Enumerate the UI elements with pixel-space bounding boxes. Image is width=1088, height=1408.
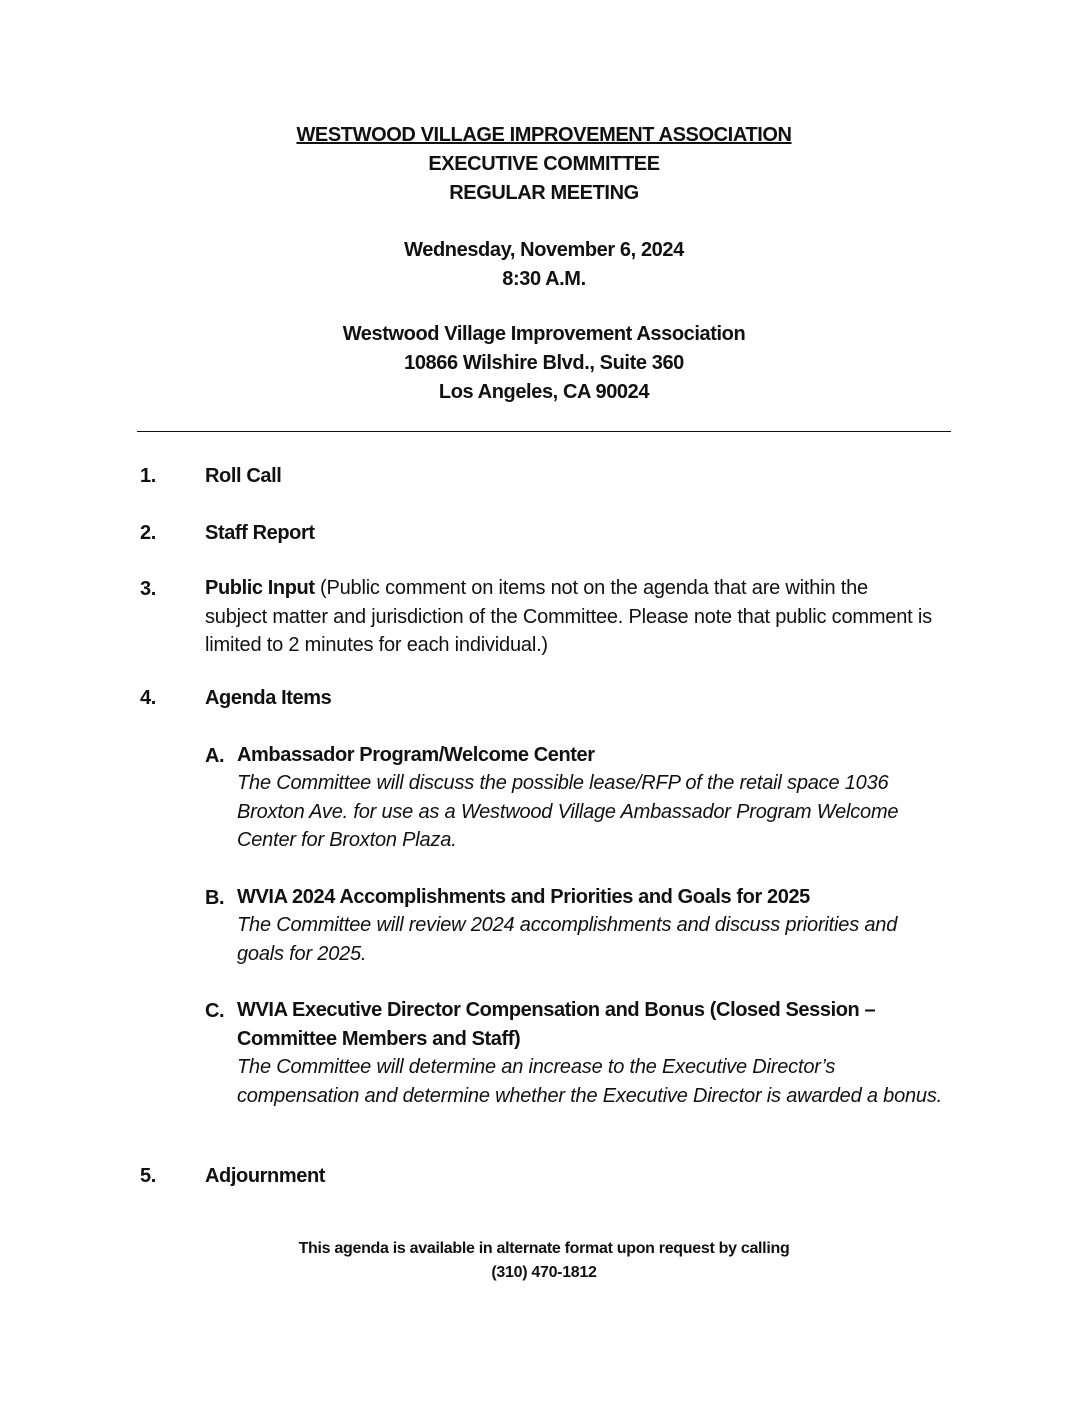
agenda-item-2-title: Staff Report [205,522,315,544]
subitem-a-letter: A. [205,745,225,767]
subitem-b-letter: B. [205,887,225,909]
agenda-item-1-number: 1. [140,465,156,487]
subitem-c-description: The Committee will determine an increase to the Executive Director’s compensation and determine whether the Executive Director is awarded a bonus. [237,1056,943,1107]
subitem-a-description: The Committee will discuss the possible lease/RFP of the retail space 1036 Broxton Ave. for use as a Westwood Village Ambassador Program Welcome Center for Broxton Plaza. [237,772,899,851]
footer-notice: This agenda is available in alternate format upon request by calling [298,1240,790,1257]
organization-title: WESTWOOD VILLAGE IMPROVEMENT ASSOCIATION [296,124,792,146]
agenda-item-3-number: 3. [140,578,156,600]
footer-phone: (310) 470-1812 [491,1264,597,1281]
agenda-item-3-title: Public Input [205,577,315,599]
agenda-item-1-title: Roll Call [205,465,282,487]
subitem-c-title: WVIA Executive Director Compensation and Bonus (Closed Session – Committee Members and Staff) [237,999,876,1050]
agenda-item-2-number: 2. [140,522,156,544]
agenda-item-5-title: Adjournment [205,1165,326,1187]
subitem-b-description: The Committee will review 2024 accomplishments and discuss priorities and goals for 2025. [237,914,898,965]
agenda-item-4-title: Agenda Items [205,687,332,709]
agenda-item-3-body [205,574,935,660]
location-name: Westwood Village Improvement Association [342,323,746,345]
agenda-item-5-number: 5. [140,1165,156,1187]
subitem-c-letter: C. [205,1000,225,1022]
subitem-a-title: Ambassador Program/Welcome Center [237,744,595,766]
subitem-b-title: WVIA 2024 Accomplishments and Priorities and Goals for 2025 [237,886,810,908]
agenda-item-4-number: 4. [140,687,156,709]
address-line-2: Los Angeles, CA 90024 [438,381,650,403]
address-line-1: 10866 Wilshire Blvd., Suite 360 [404,352,684,374]
meeting-date: Wednesday, November 6, 2024 [404,239,684,261]
meeting-type: REGULAR MEETING [449,182,639,204]
agenda-item-3-description: (Public comment on items not on the agenda that are within the subject matter and jurisdiction of the Committee. Please note that public comment is limited to 2 minutes for each individual.) [205,577,932,656]
header-divider [137,431,951,432]
meeting-time: 8:30 A.M. [502,268,586,290]
committee-title: EXECUTIVE COMMITTEE [428,153,660,175]
